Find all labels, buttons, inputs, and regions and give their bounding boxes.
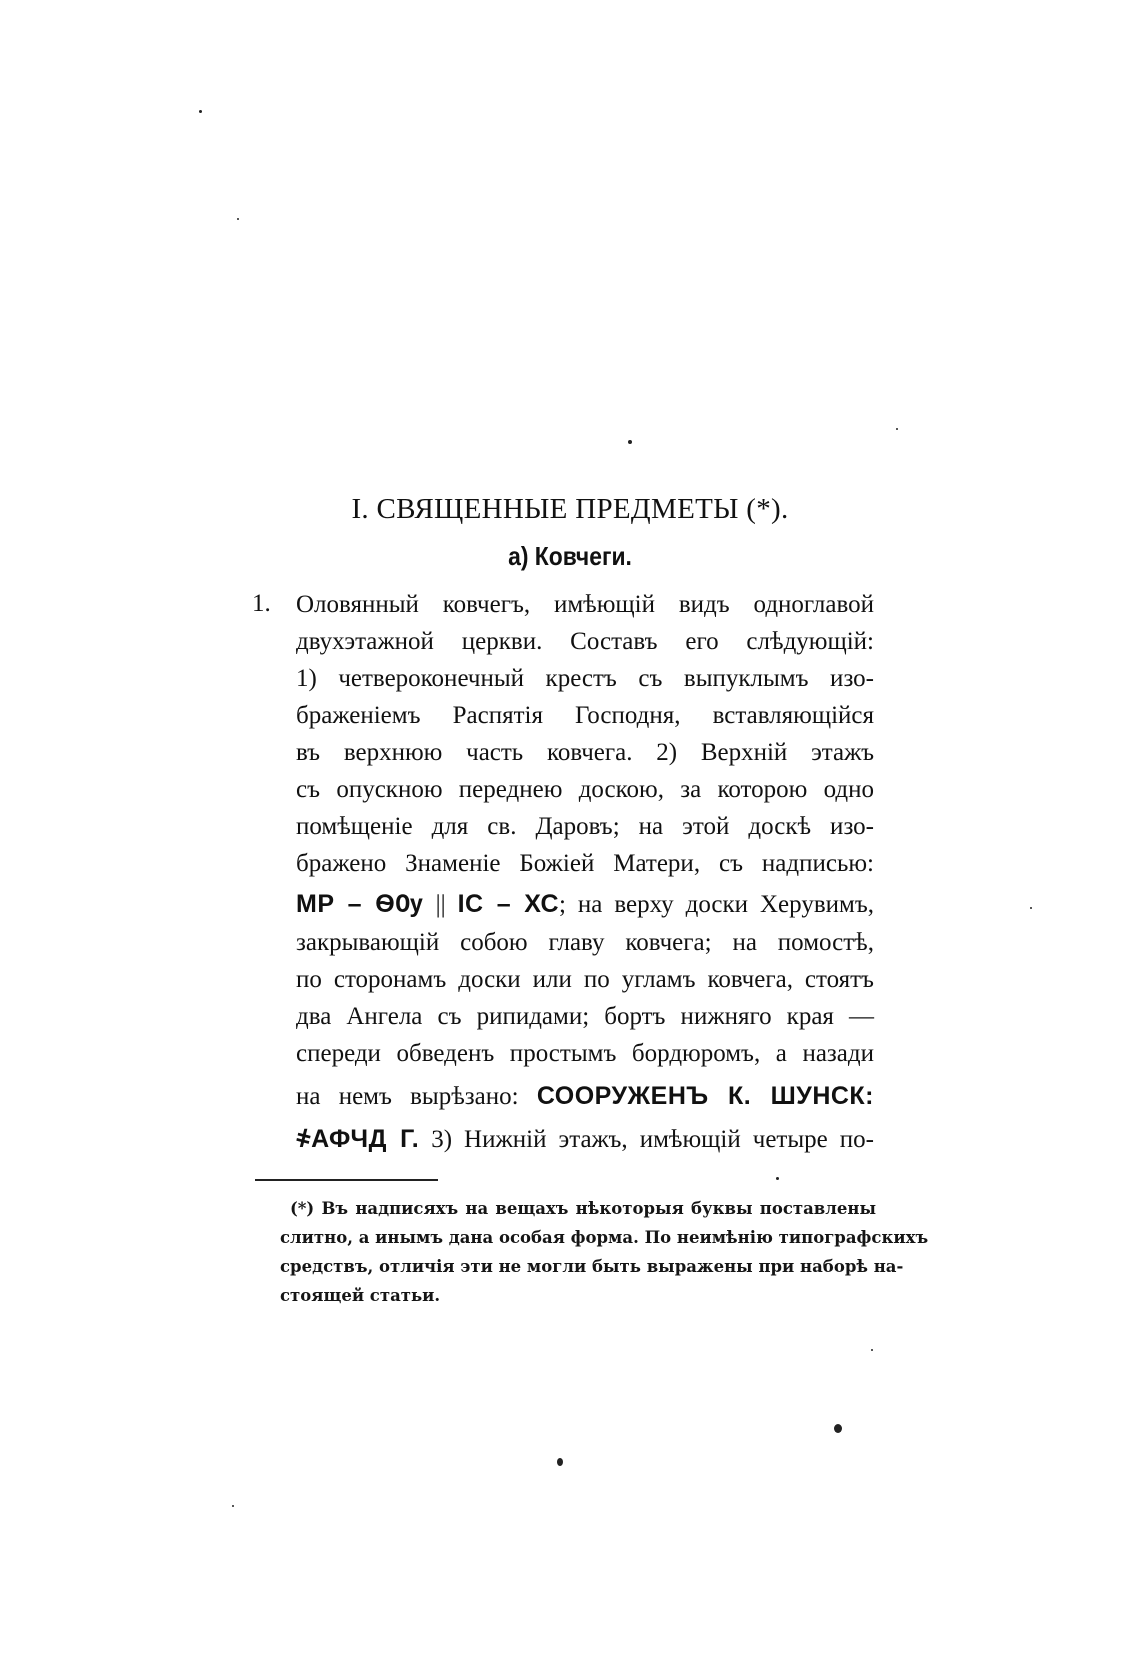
text-fragment: 3) Нижній этажъ, имѣющій четыре по- <box>431 1126 874 1153</box>
footnote-line: (*) Въ надписяхъ на вещахъ нѣкоторыя буквы поставлены <box>290 1199 876 1218</box>
subsection-title: а) Ковчеги. <box>508 541 632 571</box>
text-line-inscription <box>296 1124 874 1154</box>
inscription-separator: || <box>435 891 446 918</box>
text-line: 1) четвероконечный крестъ съ выпуклымъ изо- <box>296 665 874 692</box>
entry-number: 1. <box>252 590 271 617</box>
footnote-line: слитно, а инымъ дана особая форма. По неимѣнію типографскихъ <box>280 1228 929 1247</box>
section-title: I. СВЯЩЕННЫЕ ПРЕДМЕТЫ (*). <box>351 493 789 525</box>
scan-speck <box>871 1349 873 1351</box>
footnote-line: средствъ, отличія эти не могли быть выражены при наборѣ на- <box>280 1257 904 1276</box>
text-fragment: ; на верху доски Херувимъ, <box>559 891 875 918</box>
text-fragment: на немъ вырѣзано: <box>296 1083 519 1110</box>
text-line: спереди обведенъ простымъ бордюромъ, а назади <box>296 1040 874 1067</box>
text-line: закрывающій собою главу ковчега; на помостѣ, <box>296 929 874 956</box>
text-line: въ верхнюю часть ковчега. 2) Верхній этажъ <box>296 739 874 766</box>
scan-speck <box>232 1505 234 1507</box>
text-line: бражено Знаменіе Божіей Матери, съ надписью: <box>296 850 874 877</box>
inscription-christ: ІС – ХС <box>457 890 560 918</box>
text-line: браженіемъ Распятія Господня, вставляющійся <box>296 702 874 729</box>
text-line-inscription <box>296 889 874 919</box>
scan-speck <box>237 218 239 220</box>
inscription-date: ҂АФЧД Г. <box>296 1125 420 1153</box>
text-line: съ опускною переднею доскою, за которою одно <box>296 776 874 803</box>
scan-speck <box>557 1458 563 1466</box>
text-line: двухэтажной церкви. Составъ его слѣдующій: <box>296 628 874 655</box>
inscription-mother-of-god: МР – ѲѸ <box>296 890 424 918</box>
footnote-line: стоящей статьи. <box>280 1286 441 1305</box>
text-line: по сторонамъ доски или по угламъ ковчега, стоятъ <box>296 966 874 993</box>
scan-speck <box>896 428 898 430</box>
footnote-rule <box>255 1179 438 1181</box>
text-line-inscription <box>296 1081 874 1111</box>
text-line: помѣщеніе для св. Даровъ; на этой доскѣ изо- <box>296 813 874 840</box>
inscription-builder: СООРУЖЕНЪ К. ШУНСК: <box>536 1082 875 1110</box>
scan-speck <box>834 1424 842 1433</box>
scan-speck <box>776 1177 779 1180</box>
text-line: Оловянный ковчегъ, имѣющій видъ одноглавой <box>296 591 874 618</box>
scan-speck <box>199 110 202 113</box>
scan-speck <box>628 440 632 444</box>
text-line: два Ангела съ рипидами; бортъ нижняго края — <box>296 1003 874 1030</box>
scan-speck <box>1030 907 1032 909</box>
